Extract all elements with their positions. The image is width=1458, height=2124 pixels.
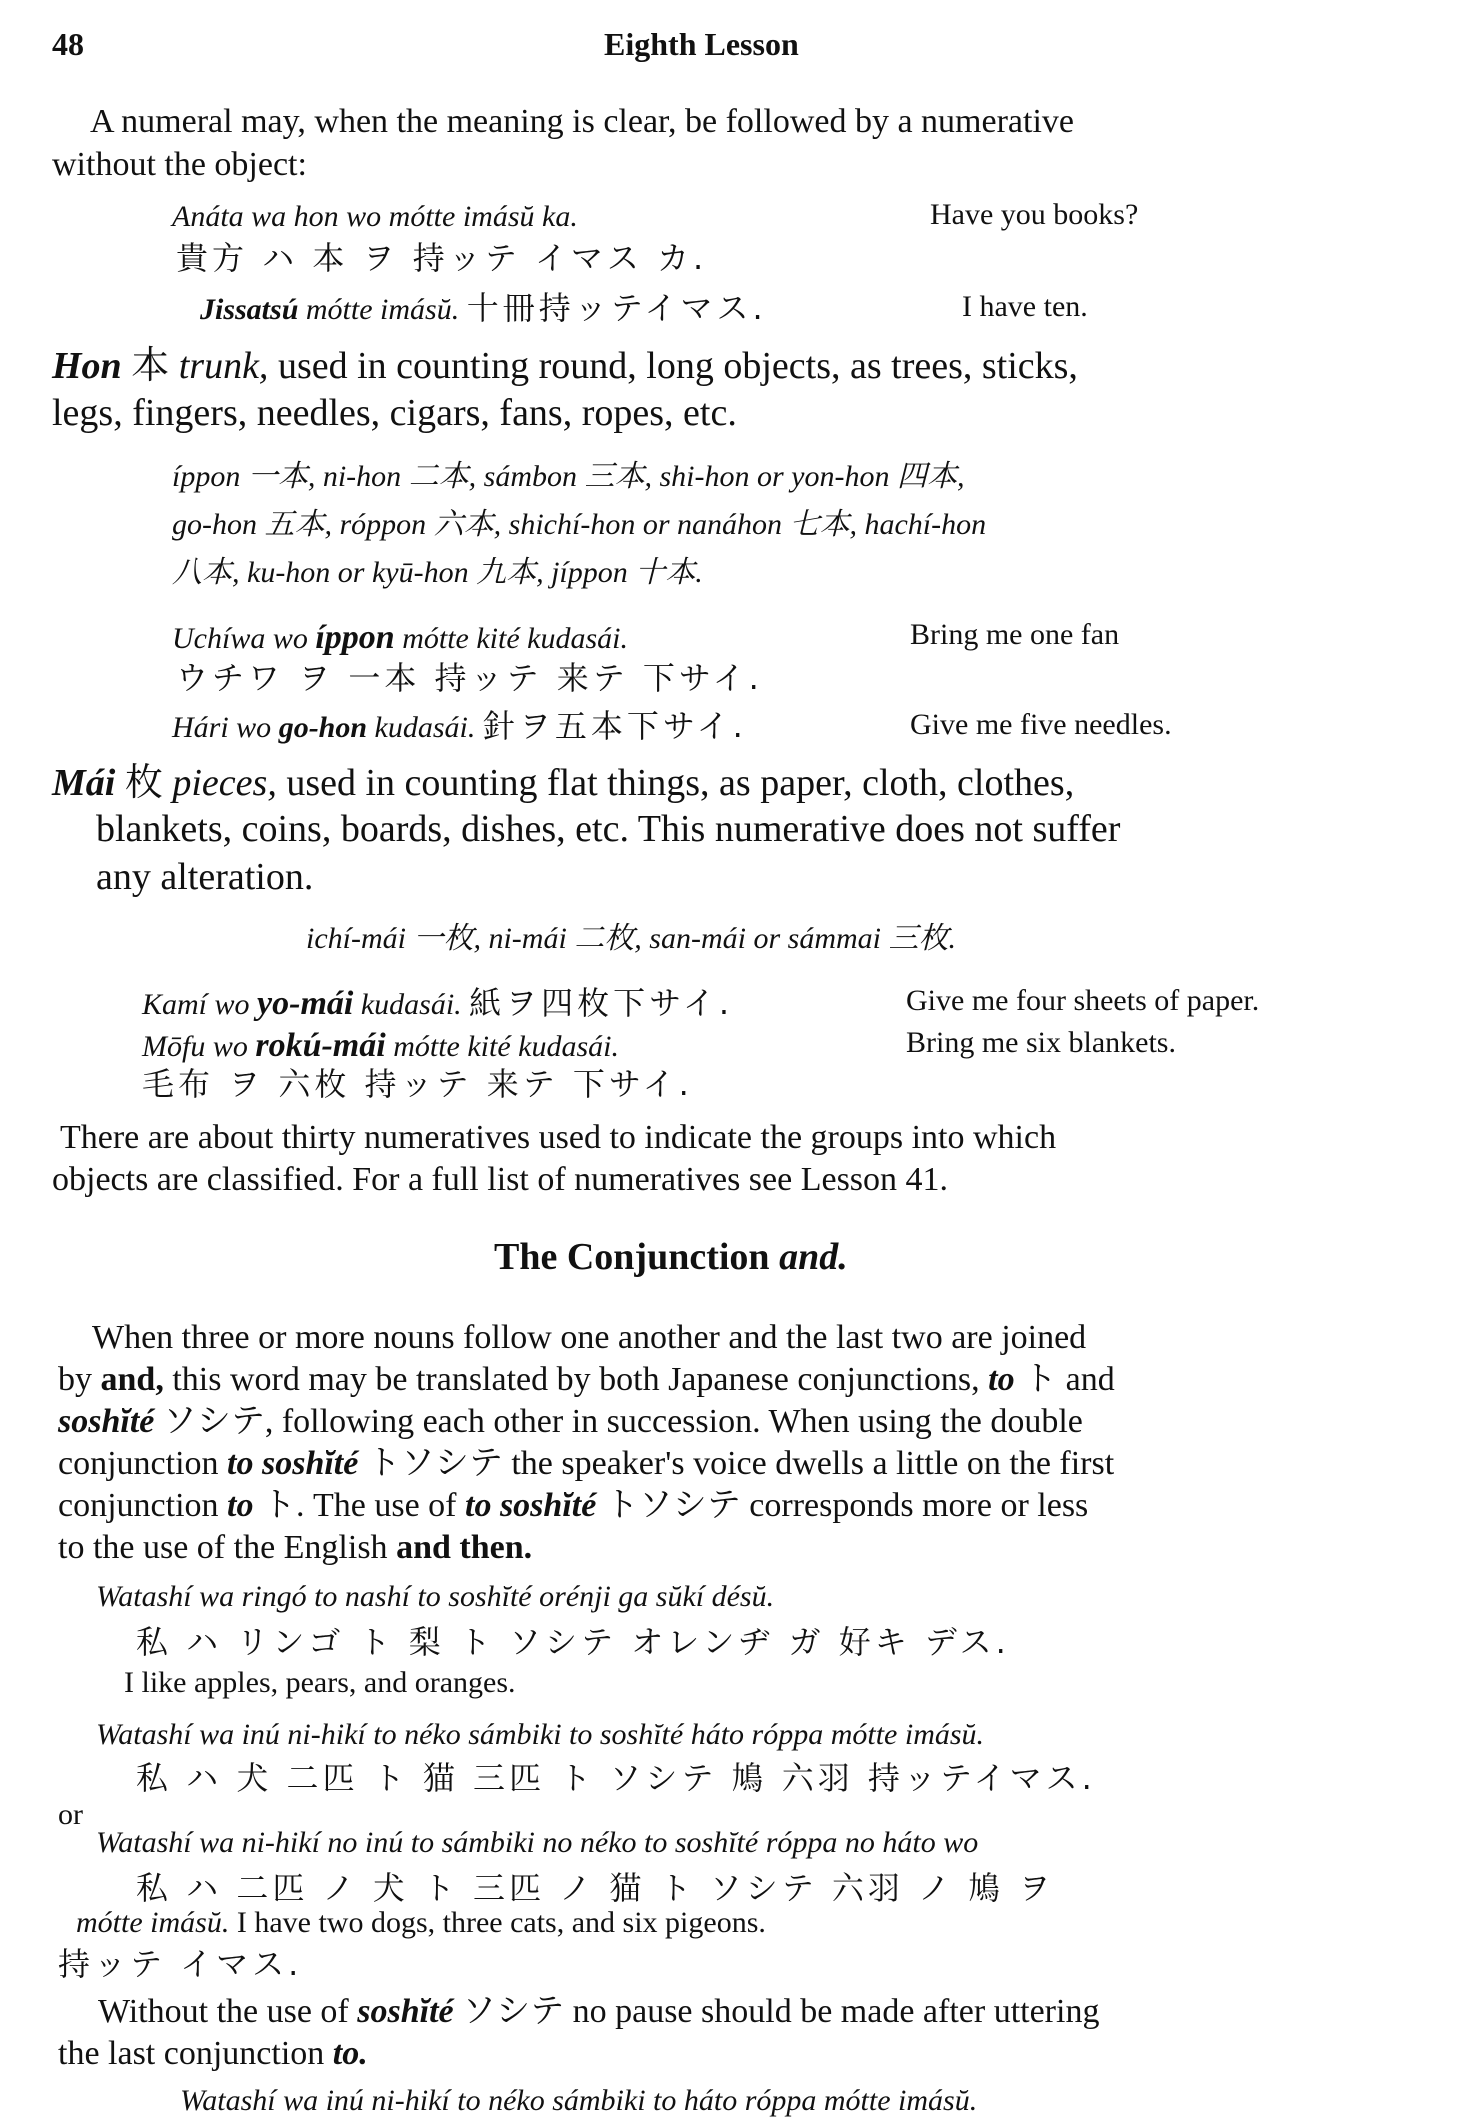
conj-last-2: the last conjunction to. xyxy=(58,2035,368,2072)
hon-example-japanese: ウチワ ヲ 一本 持ッテ 来テ 下サイ. xyxy=(176,659,763,697)
summary-line-1: There are about thirty numeratives used to indicate the groups into which xyxy=(60,1119,1057,1156)
conj-p4: conjunction to soshĭté トソシテ the speaker's voice dwells a little on the first xyxy=(58,1445,1115,1482)
summary-line-2: objects are classified. For a full list of numeratives see Lesson 41. xyxy=(52,1161,949,1198)
mai-definition: Mái 枚 pieces, used in counting flat things, as paper, cloth, clothes, xyxy=(52,762,1075,804)
conj-example-1-english: I like apples, pears, and oranges. xyxy=(124,1666,516,1699)
section-heading: The Conjunction and. xyxy=(494,1236,848,1278)
hon-counts-1: íppon 一本, ni-hon 二本, sámbon 三本, shi-hon or yon-hon 四本, xyxy=(172,460,965,493)
mai-counts: ichí-mái 一枚, ni-mái 二枚, san-mái or sámmai 三枚. xyxy=(306,922,956,955)
mai-definition-3: any alteration. xyxy=(96,856,314,898)
page-number: 48 xyxy=(52,26,84,62)
conj-example-3-japanese: 私 ハ 二匹 ノ 犬 ト 三匹 ノ 猫 ト ソシテ 六羽 ノ 鳩 ヲ xyxy=(136,1869,1055,1907)
mai-example-2-english: Bring me six blankets. xyxy=(906,1026,1176,1059)
example-english: Have you books? xyxy=(930,198,1139,231)
hon-example-2: Hári wo go-hon kudasái. 針ヲ五本下サイ. xyxy=(172,707,747,745)
mai-example-1: Kamí wo yo-mái kudasái. 紙ヲ四枚下サイ. xyxy=(142,984,734,1022)
conj-example-2-romaji: Watashí wa inú ni-hikí to néko sámbiki to soshĭté háto róppa mótte imásŭ. xyxy=(96,1718,985,1751)
conj-p6: to the use of the English and then. xyxy=(58,1529,533,1566)
conj-or: or xyxy=(58,1798,83,1831)
example-japanese: 貴方 ハ 本 ヲ 持ッテ イマス カ. xyxy=(176,239,708,277)
example-2-english: I have ten. xyxy=(962,290,1088,323)
conj-p2: by and, this word may be translated by both Japanese conjunctions, to ト and xyxy=(58,1361,1115,1398)
conj-example-3-japanese-2: 持ッテ イマス. xyxy=(58,1945,303,1983)
running-title: Eighth Lesson xyxy=(604,26,799,62)
conj-final-romaji: Watashí wa inú ni-hikí to néko sámbiki to háto róppa mótte imásŭ. xyxy=(180,2084,978,2117)
mai-example-2-japanese: 毛布 ヲ 六枚 持ッテ 来テ 下サイ. xyxy=(142,1065,693,1103)
conj-example-2-japanese: 私 ハ 犬 二匹 ト 猫 三匹 ト ソシテ 鳩 六羽 持ッテイマス. xyxy=(136,1759,1096,1797)
hon-counts-3: 八本, ku-hon or kyū-hon 九本, jíppon 十本. xyxy=(172,556,703,589)
hon-example-english: Bring me one fan xyxy=(910,618,1120,651)
conj-p5: conjunction to ト. The use of to soshĭté トソシテ corresponds more or less xyxy=(58,1487,1089,1524)
intro-line-2: without the object: xyxy=(52,146,307,183)
hon-definition-2: legs, fingers, needles, cigars, fans, ropes, etc. xyxy=(52,392,737,434)
conj-p3: soshĭté ソシテ, following each other in succession. When using the double xyxy=(58,1403,1083,1440)
mai-example-1-english: Give me four sheets of paper. xyxy=(906,984,1260,1017)
hon-counts-2: go-hon 五本, róppon 六本, shichí-hon or nanáhon 七本, hachí-hon xyxy=(172,508,987,541)
conj-example-1-japanese: 私 ハ リンゴ ト 梨 ト ソシテ オレンヂ ガ 好キ デス. xyxy=(136,1623,1010,1661)
conj-example-3-cont: mótte imásŭ. I have two dogs, three cats, and six pigeons. xyxy=(76,1906,766,1939)
conj-example-3-romaji: Watashí wa ni-hikí no inú to sámbiki no néko to soshĭté róppa no háto wo xyxy=(96,1826,979,1859)
intro-line-1: A numeral may, when the meaning is clear, be followed by a numerative xyxy=(90,103,1074,140)
mai-definition-2: blankets, coins, boards, dishes, etc. This numerative does not suffer xyxy=(96,808,1121,850)
hon-example-2-english: Give me five needles. xyxy=(910,708,1172,741)
example-romaji: Anáta wa hon wo mótte imásŭ ka. xyxy=(172,200,578,233)
hon-definition: Hon 本 trunk, used in counting round, long objects, as trees, sticks, xyxy=(52,345,1078,387)
conj-last-1: Without the use of soshĭté ソシテ no pause should be made after uttering xyxy=(98,1993,1100,2030)
example-2: Jissatsú mótte imásŭ. 十冊持ッテイマス. xyxy=(200,289,767,327)
mai-example-2-romaji: Mōfu wo rokú-mái mótte kité kudasái. xyxy=(142,1027,619,1064)
conj-example-1-romaji: Watashí wa ringó to nashí to soshĭté orénji ga sŭkí désŭ. xyxy=(96,1580,775,1613)
hon-example-romaji: Uchíwa wo íppon mótte kité kudasái. xyxy=(172,619,628,656)
conj-p1: When three or more nouns follow one another and the last two are joined xyxy=(92,1319,1087,1356)
